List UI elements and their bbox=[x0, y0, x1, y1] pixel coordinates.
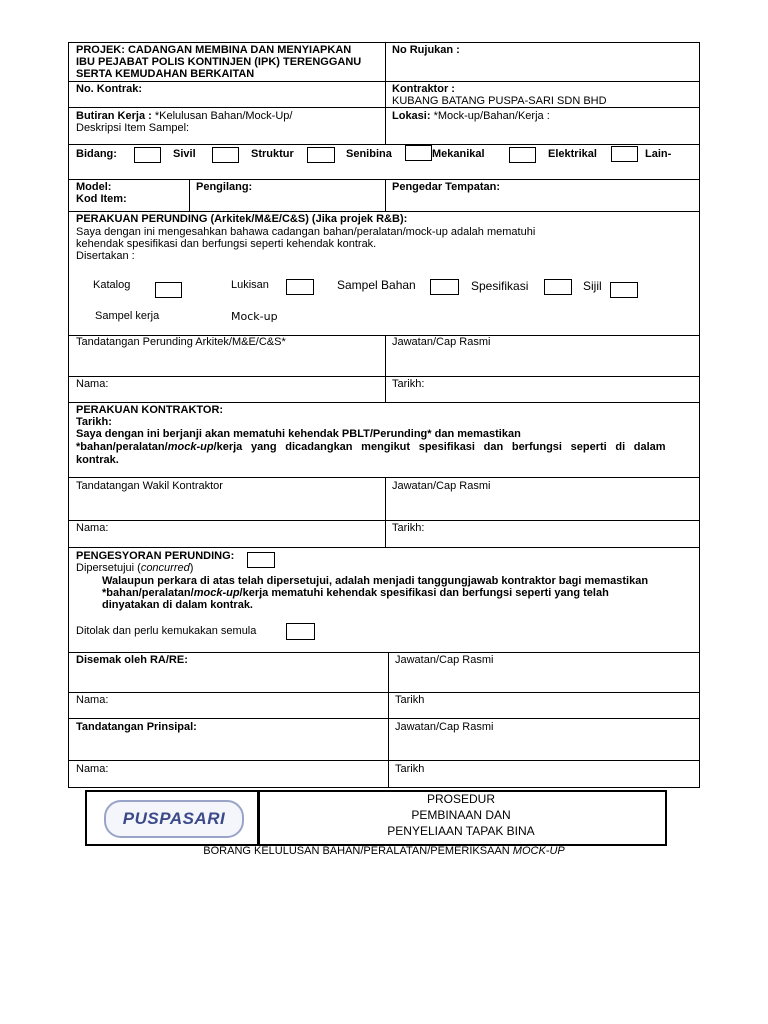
kontraktor-section-tarikh: Tarikh: bbox=[76, 416, 112, 428]
bidang-senibina-checkbox[interactable] bbox=[307, 147, 335, 163]
perunding-jawatan-label: Jawatan/Cap Rasmi bbox=[392, 336, 491, 348]
ditolak-checkbox[interactable] bbox=[286, 623, 315, 640]
bidang-lain-label: Lain- bbox=[645, 148, 672, 160]
deskripsi-label: Deskripsi Item Sampel: bbox=[76, 122, 190, 134]
butiran-kerja bbox=[76, 110, 292, 122]
perunding-sign-label: Tandatangan Perunding Arkitek/M&E/C&S* bbox=[76, 336, 286, 348]
prinsipal-nama-label: Nama: bbox=[76, 763, 109, 775]
bidang-sivil-label: Sivil bbox=[173, 148, 196, 160]
lokasi-value: *Mock-up/Bahan/Kerja : bbox=[433, 110, 550, 122]
kontraktor-sign-label: Tandatangan Wakil Kontraktor bbox=[76, 480, 223, 492]
no-rujukan-field[interactable] bbox=[386, 57, 699, 81]
perunding-nama-label: Nama: bbox=[76, 378, 109, 390]
ditolak-label: Ditolak dan perlu kemukakan semula bbox=[76, 625, 257, 637]
bidang-struktur-label: Struktur bbox=[251, 148, 294, 160]
sampel-bahan-label: Sampel Bahan bbox=[337, 278, 416, 292]
katalog-label: Katalog bbox=[93, 279, 131, 291]
bidang-elektrikal-checkbox[interactable] bbox=[509, 147, 536, 163]
prinsipal-tarikh-label: Tarikh bbox=[395, 763, 425, 775]
sijil-checkbox[interactable] bbox=[610, 282, 638, 298]
bidang-label: Bidang: bbox=[76, 148, 117, 160]
perunding-title: PERAKUAN PERUNDING (Arkitek/M&E/C&S) (Jika projek R&B): bbox=[76, 213, 408, 225]
kod-item-label: Kod Item: bbox=[76, 193, 127, 205]
sampel-kerja-label: Sampel kerja bbox=[95, 310, 160, 322]
kontraktor-section-line-3: kontrak. bbox=[76, 454, 119, 466]
pengesyoran-line-3: dinyatakan di dalam kontrak. bbox=[102, 599, 253, 611]
puspasari-logo-text: PUSPASARI bbox=[122, 809, 226, 828]
lukisan-label: Lukisan bbox=[231, 279, 269, 291]
disemak-tarikh-label: Tarikh bbox=[395, 694, 425, 706]
no-kontrak-field[interactable] bbox=[150, 82, 384, 106]
sijil-label: Sijil bbox=[583, 279, 602, 293]
sampel-bahan-checkbox[interactable] bbox=[430, 279, 459, 295]
pengesyoran-line-2: *bahan/peralatan/mock-up/kerja mematuhi kehendak spesifikasi dan berfungsi seperti yang telah bbox=[102, 587, 609, 599]
dipersetujui-label: Dipersetujui (concurred) bbox=[76, 562, 194, 574]
pengilang-label: Pengilang: bbox=[196, 181, 253, 193]
bidang-mekanikal-checkbox[interactable] bbox=[405, 145, 432, 161]
footer-caption: BORANG KELULUSAN BAHAN/PERALATAN/PEMERIKSAAN MOCK-UP bbox=[203, 845, 565, 857]
kontraktor-label: Kontraktor : bbox=[392, 83, 455, 95]
projek-title-line-2: IBU PEJABAT POLIS KONTINJEN (IPK) TERENGGANU bbox=[76, 56, 362, 68]
bidang-elektrikal-label: Elektrikal bbox=[548, 148, 597, 160]
bidang-lain-checkbox[interactable] bbox=[611, 146, 638, 162]
katalog-checkbox[interactable] bbox=[155, 282, 182, 298]
prosedur-line-1: PROSEDUR bbox=[426, 792, 495, 806]
pengesyoran-title: PENGESYORAN PERUNDING: bbox=[76, 550, 235, 562]
model-label: Model: bbox=[76, 181, 112, 193]
puspasari-logo bbox=[104, 800, 244, 838]
butiran-value: *Kelulusan Bahan/Mock-Up/ bbox=[154, 110, 293, 122]
kontraktor-nama-label: Nama: bbox=[76, 522, 109, 534]
kontraktor-tarikh-label: Tarikh: bbox=[392, 522, 425, 534]
pengedar-label: Pengedar Tempatan: bbox=[392, 181, 500, 193]
perunding-line-2: kehendak spesifikasi dan berfungsi seperti kehendak kontrak. bbox=[76, 238, 377, 250]
spesifikasi-label: Spesifikasi bbox=[471, 279, 529, 293]
kontraktor-section-title: PERAKUAN KONTRAKTOR: bbox=[76, 404, 224, 416]
lukisan-checkbox[interactable] bbox=[286, 279, 314, 295]
lokasi-label: Lokasi: bbox=[392, 110, 431, 122]
bidang-sivil-checkbox[interactable] bbox=[134, 147, 161, 163]
mock-up-label: Mock-up bbox=[231, 310, 278, 323]
prinsipal-label: Tandatangan Prinsipal: bbox=[76, 721, 197, 733]
disemak-jawatan-label: Jawatan/Cap Rasmi bbox=[395, 654, 494, 666]
prosedur-line-3: PENYELIAAN TAPAK BINA bbox=[387, 824, 535, 838]
kontraktor-jawatan-label: Jawatan/Cap Rasmi bbox=[392, 480, 491, 492]
no-rujukan-label: No Rujukan : bbox=[392, 44, 460, 56]
perunding-tarikh-label: Tarikh: bbox=[392, 378, 425, 390]
kontraktor-value: KUBANG BATANG PUSPA-SARI SDN BHD bbox=[392, 95, 607, 107]
pengesyoran-checkbox[interactable] bbox=[247, 552, 275, 568]
projek-title-line-1: PROJEK: CADANGAN MEMBINA DAN MENYIAPKAN bbox=[76, 44, 352, 56]
kontraktor-line-2-a: *bahan/peralatan/mock-up/kerja yang dicadangkan mengikut spesifikasi dan berfungsi seperti di dalam bbox=[76, 441, 666, 453]
kontraktor-section-line-2 bbox=[76, 441, 691, 453]
prosedur-line-2: PEMBINAAN DAN bbox=[411, 808, 511, 822]
bidang-struktur-checkbox[interactable] bbox=[212, 147, 239, 163]
disemak-nama-label: Nama: bbox=[76, 694, 109, 706]
butiran-label: Butiran Kerja : bbox=[76, 110, 152, 122]
bidang-senibina-label: Senibina bbox=[346, 148, 392, 160]
disemak-label: Disemak oleh RA/RE: bbox=[76, 654, 188, 666]
bidang-mekanikal-label: Mekanikal bbox=[432, 148, 485, 160]
kontraktor-section-line-1: Saya dengan ini berjanji akan mematuhi kehendak PBLT/Perunding* dan memastikan bbox=[76, 428, 521, 440]
prinsipal-jawatan-label: Jawatan/Cap Rasmi bbox=[395, 721, 494, 733]
projek-title-line-3: SERTA KEMUDAHAN BERKAITAN bbox=[76, 68, 255, 80]
perunding-line-1: Saya dengan ini mengesahkan bahawa cadangan bahan/peralatan/mock-up adalah mematuhi bbox=[76, 226, 536, 238]
no-kontrak-label: No. Kontrak: bbox=[76, 83, 142, 95]
pengesyoran-line-1: Walaupun perkara di atas telah dipersetujui, adalah menjadi tanggungjawab kontraktor bagi memastikan bbox=[102, 575, 649, 587]
lokasi bbox=[392, 110, 550, 122]
perunding-line-3: Disertakan : bbox=[76, 250, 135, 262]
spesifikasi-checkbox[interactable] bbox=[544, 279, 572, 295]
